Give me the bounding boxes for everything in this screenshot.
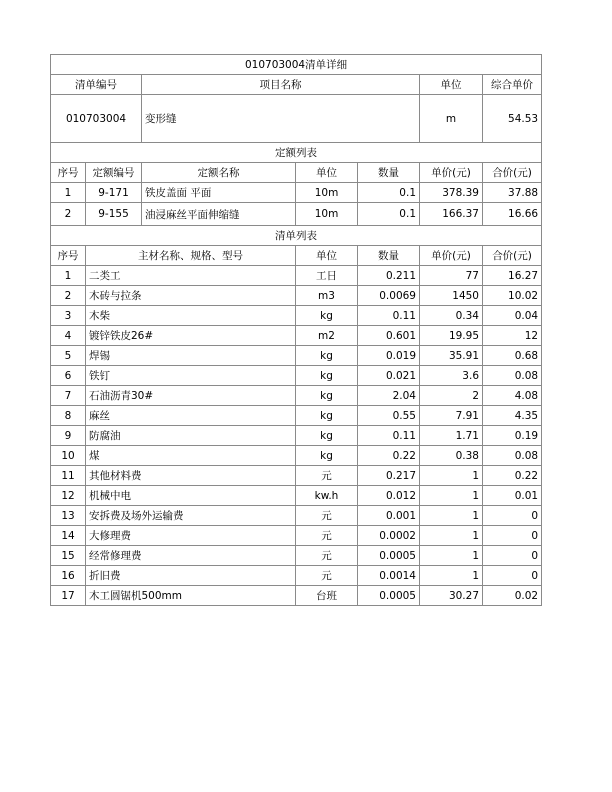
material-unit-price: 2	[420, 386, 483, 406]
material-unit-price: 1	[420, 486, 483, 506]
material-unit-price: 19.95	[420, 326, 483, 346]
material-row	[51, 586, 542, 606]
material-seq: 3	[51, 306, 86, 326]
quota-row	[51, 203, 542, 226]
material-name: 防腐油	[86, 426, 296, 446]
material-unit-price: 1	[420, 526, 483, 546]
material-qty: 0.019	[358, 346, 420, 366]
material-total: 0	[483, 506, 542, 526]
bill-code: 010703004	[51, 95, 142, 143]
material-name: 木砖与拉条	[86, 286, 296, 306]
material-seq: 12	[51, 486, 86, 506]
material-qty: 0.11	[358, 426, 420, 446]
material-unit-price: 0.34	[420, 306, 483, 326]
material-total: 0.19	[483, 426, 542, 446]
quota-code: 9-155	[86, 203, 142, 226]
quota-unit-price: 378.39	[420, 183, 483, 203]
material-section-title: 清单列表	[51, 226, 542, 246]
material-name: 大修理费	[86, 526, 296, 546]
material-total: 0.22	[483, 466, 542, 486]
material-name: 铁钉	[86, 366, 296, 386]
material-seq: 17	[51, 586, 86, 606]
material-unit: 工日	[296, 266, 358, 286]
material-unit-price: 3.6	[420, 366, 483, 386]
material-unit: 元	[296, 546, 358, 566]
material-unit-price: 1	[420, 566, 483, 586]
quota-seq: 2	[51, 203, 86, 226]
material-qty: 2.04	[358, 386, 420, 406]
quota-name: 铁皮盖面 平面	[142, 183, 296, 203]
material-unit-price: 1	[420, 466, 483, 486]
material-unit: 元	[296, 466, 358, 486]
material-unit-price-header: 单价(元)	[420, 246, 483, 266]
material-row	[51, 446, 542, 466]
material-seq: 5	[51, 346, 86, 366]
material-unit: 台班	[296, 586, 358, 606]
quota-unit: 10m	[296, 183, 358, 203]
material-row	[51, 526, 542, 546]
bill-unit: m	[420, 95, 483, 143]
material-seq: 16	[51, 566, 86, 586]
material-qty: 0.012	[358, 486, 420, 506]
material-seq: 15	[51, 546, 86, 566]
material-row	[51, 546, 542, 566]
material-unit-price: 7.91	[420, 406, 483, 426]
material-row	[51, 306, 542, 326]
quota-seq: 1	[51, 183, 86, 203]
quota-total-header: 合价(元)	[483, 163, 542, 183]
quota-qty: 0.1	[358, 203, 420, 226]
material-total: 4.08	[483, 386, 542, 406]
material-unit-price: 1.71	[420, 426, 483, 446]
material-qty: 0.0002	[358, 526, 420, 546]
quota-section-row	[51, 143, 542, 163]
quota-unit: 10m	[296, 203, 358, 226]
material-total: 0.08	[483, 366, 542, 386]
material-header-row	[51, 246, 542, 266]
material-qty: 0.217	[358, 466, 420, 486]
quota-section-title: 定额列表	[51, 143, 542, 163]
material-seq: 9	[51, 426, 86, 446]
material-unit: 元	[296, 526, 358, 546]
material-seq: 13	[51, 506, 86, 526]
material-qty: 0.0014	[358, 566, 420, 586]
material-seq: 4	[51, 326, 86, 346]
material-total: 12	[483, 326, 542, 346]
material-name-header: 主材名称、规格、型号	[86, 246, 296, 266]
material-row	[51, 266, 542, 286]
material-seq: 8	[51, 406, 86, 426]
material-unit: kg	[296, 446, 358, 466]
material-qty: 0.211	[358, 266, 420, 286]
material-total: 0	[483, 566, 542, 586]
material-qty: 0.55	[358, 406, 420, 426]
material-name: 麻丝	[86, 406, 296, 426]
material-qty: 0.0005	[358, 546, 420, 566]
material-total: 0	[483, 546, 542, 566]
quota-code-header: 定额编号	[86, 163, 142, 183]
bill-row	[51, 95, 542, 143]
material-name: 焊锡	[86, 346, 296, 366]
material-row	[51, 286, 542, 306]
material-total: 0.68	[483, 346, 542, 366]
material-unit: 元	[296, 566, 358, 586]
material-total: 0	[483, 526, 542, 546]
material-total: 0.01	[483, 486, 542, 506]
material-seq: 14	[51, 526, 86, 546]
material-name: 木工圆锯机500mm	[86, 586, 296, 606]
bill-unit-header: 单位	[420, 75, 483, 95]
quota-unit-price: 166.37	[420, 203, 483, 226]
material-name: 折旧费	[86, 566, 296, 586]
material-row	[51, 486, 542, 506]
material-unit-price: 1	[420, 506, 483, 526]
material-section-row	[51, 226, 542, 246]
material-name: 石油沥青30#	[86, 386, 296, 406]
material-unit-price: 30.27	[420, 586, 483, 606]
bill-name: 变形缝	[142, 95, 420, 143]
material-unit: m3	[296, 286, 358, 306]
bill-code-header: 清单编号	[51, 75, 142, 95]
material-total: 10.02	[483, 286, 542, 306]
sheet-title: 010703004清单详细	[51, 55, 542, 75]
quota-unit-price-header: 单价(元)	[420, 163, 483, 183]
material-unit-price: 0.38	[420, 446, 483, 466]
title-row	[51, 55, 542, 75]
material-qty: 0.11	[358, 306, 420, 326]
bill-name-header: 项目名称	[142, 75, 420, 95]
material-unit-price: 35.91	[420, 346, 483, 366]
material-qty: 0.0069	[358, 286, 420, 306]
material-unit-price: 1	[420, 546, 483, 566]
material-seq-header: 序号	[51, 246, 86, 266]
material-total: 4.35	[483, 406, 542, 426]
material-unit: kg	[296, 346, 358, 366]
quota-qty-header: 数量	[358, 163, 420, 183]
material-unit: kg	[296, 386, 358, 406]
material-total: 16.27	[483, 266, 542, 286]
material-total-header: 合价(元)	[483, 246, 542, 266]
material-seq: 1	[51, 266, 86, 286]
bill-price: 54.53	[483, 95, 542, 143]
quota-unit-header: 单位	[296, 163, 358, 183]
material-row	[51, 426, 542, 446]
material-row	[51, 406, 542, 426]
material-seq: 10	[51, 446, 86, 466]
material-row	[51, 506, 542, 526]
quota-header-row	[51, 163, 542, 183]
material-unit-price: 1450	[420, 286, 483, 306]
bill-price-header: 综合单价	[483, 75, 542, 95]
material-name: 煤	[86, 446, 296, 466]
material-unit: kg	[296, 426, 358, 446]
material-row	[51, 366, 542, 386]
quota-name: 油浸麻丝平面伸缩缝	[142, 203, 296, 226]
material-row	[51, 466, 542, 486]
material-qty-header: 数量	[358, 246, 420, 266]
material-name: 安拆费及场外运输费	[86, 506, 296, 526]
material-unit: kw.h	[296, 486, 358, 506]
quota-total: 37.88	[483, 183, 542, 203]
material-total: 0.08	[483, 446, 542, 466]
material-name: 经常修理费	[86, 546, 296, 566]
material-name: 二类工	[86, 266, 296, 286]
material-unit-price: 77	[420, 266, 483, 286]
material-qty: 0.22	[358, 446, 420, 466]
material-name: 其他材料费	[86, 466, 296, 486]
material-qty: 0.601	[358, 326, 420, 346]
bill-header-row	[51, 75, 542, 95]
material-unit: kg	[296, 406, 358, 426]
quota-row	[51, 183, 542, 203]
material-seq: 11	[51, 466, 86, 486]
material-unit-header: 单位	[296, 246, 358, 266]
material-unit: 元	[296, 506, 358, 526]
material-name: 镀锌铁皮26#	[86, 326, 296, 346]
quota-total: 16.66	[483, 203, 542, 226]
material-row	[51, 346, 542, 366]
material-seq: 7	[51, 386, 86, 406]
material-unit: kg	[296, 306, 358, 326]
material-row	[51, 566, 542, 586]
material-seq: 6	[51, 366, 86, 386]
quota-qty: 0.1	[358, 183, 420, 203]
material-unit: m2	[296, 326, 358, 346]
material-qty: 0.0005	[358, 586, 420, 606]
material-row	[51, 326, 542, 346]
material-rows	[51, 266, 542, 606]
quota-name-header: 定额名称	[142, 163, 296, 183]
material-seq: 2	[51, 286, 86, 306]
bill-detail-table	[50, 54, 542, 606]
material-row	[51, 386, 542, 406]
material-qty: 0.001	[358, 506, 420, 526]
quota-code: 9-171	[86, 183, 142, 203]
material-total: 0.04	[483, 306, 542, 326]
quota-seq-header: 序号	[51, 163, 86, 183]
material-name: 木柴	[86, 306, 296, 326]
material-qty: 0.021	[358, 366, 420, 386]
material-name: 机械中电	[86, 486, 296, 506]
material-total: 0.02	[483, 586, 542, 606]
material-unit: kg	[296, 366, 358, 386]
